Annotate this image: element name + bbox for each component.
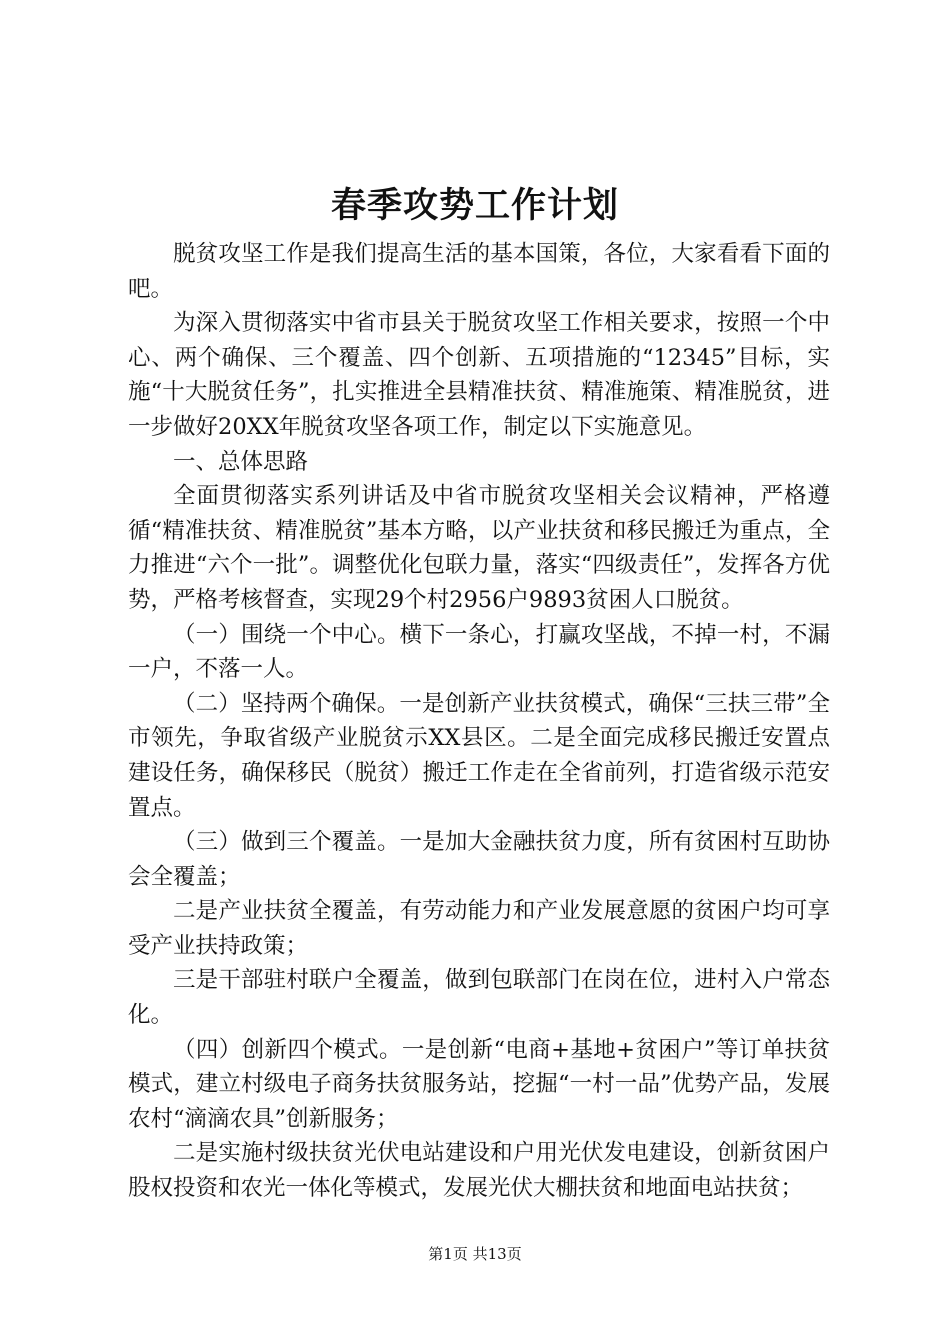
paragraph-overall-approach: 全面贯彻落实系列讲话及中省市脱贫攻坚相关会议精神，严格遵循“精准扶贫、精准脱贫”基本方略，以产业扶贫和移民搬迁为重点，全力推进“六个一批”。调整优化包联力量，落实“四级责任”，发挥各方优势，严格考核督查，实现29个村2956户9893贫困人口脱贫。: [128, 483, 830, 613]
paragraph-intro: 脱贫攻坚工作是我们提高生活的基本国策，各位，大家看看下面的吧。: [128, 241, 830, 302]
page-footer: 第1页 共13页: [428, 1245, 522, 1263]
paragraph-two-ensures: （二）坚持两个确保。一是创新产业扶贫模式，确保“三扶三带”全市领先，争取省级产业脱贫示XX县区。二是全面完成移民搬迁安置点建设任务，确保移民（脱贫）搬迁工作走在全省前列，打造省级示范安置点。: [128, 690, 830, 821]
paragraph-cadre-coverage: 三是干部驻村联户全覆盖，做到包联部门在岗在位，进村入户常态化。: [128, 967, 830, 1029]
paragraph-photovoltaic: 二是实施村级扶贫光伏电站建设和户用光伏发电建设，创新贫困户股权投资和农光一体化等模式，发展光伏大棚扶贫和地面电站扶贫；: [128, 1140, 830, 1202]
paragraph-one-center: （一）围绕一个中心。横下一条心，打赢攻坚战，不掉一村，不漏一户，不落一人。: [128, 621, 830, 683]
paragraph-four-innovations: （四）创新四个模式。一是创新“电商+基地+贫困户”等订单扶贫模式，建立村级电子商务扶贫服务站，挖掘“一村一品”优势产品，发展农村“滴滴农具”创新服务；: [128, 1036, 830, 1132]
section-heading-overall-approach: 一、总体思路: [173, 448, 309, 475]
paragraph-purpose: 为深入贯彻落实中省市县关于脱贫攻坚工作相关要求，按照一个中心、两个确保、三个覆盖、四个创新、五项措施的“12345”目标，实施“十大脱贫任务”，扎实推进全县精准扶贫、精准施策、精准脱贫，进一步做好20XX年脱贫攻坚各项工作，制定以下实施意见。: [128, 310, 830, 440]
paragraph-industry-coverage: 二是产业扶贫全覆盖，有劳动能力和产业发展意愿的贫困户均可享受产业扶持政策；: [128, 898, 830, 959]
document-title: 春季攻势工作计划: [330, 185, 619, 226]
paragraph-three-coverages: （三）做到三个覆盖。一是加大金融扶贫力度，所有贫困村互助协会全覆盖；: [128, 829, 830, 890]
document-body: [128, 237, 830, 1206]
